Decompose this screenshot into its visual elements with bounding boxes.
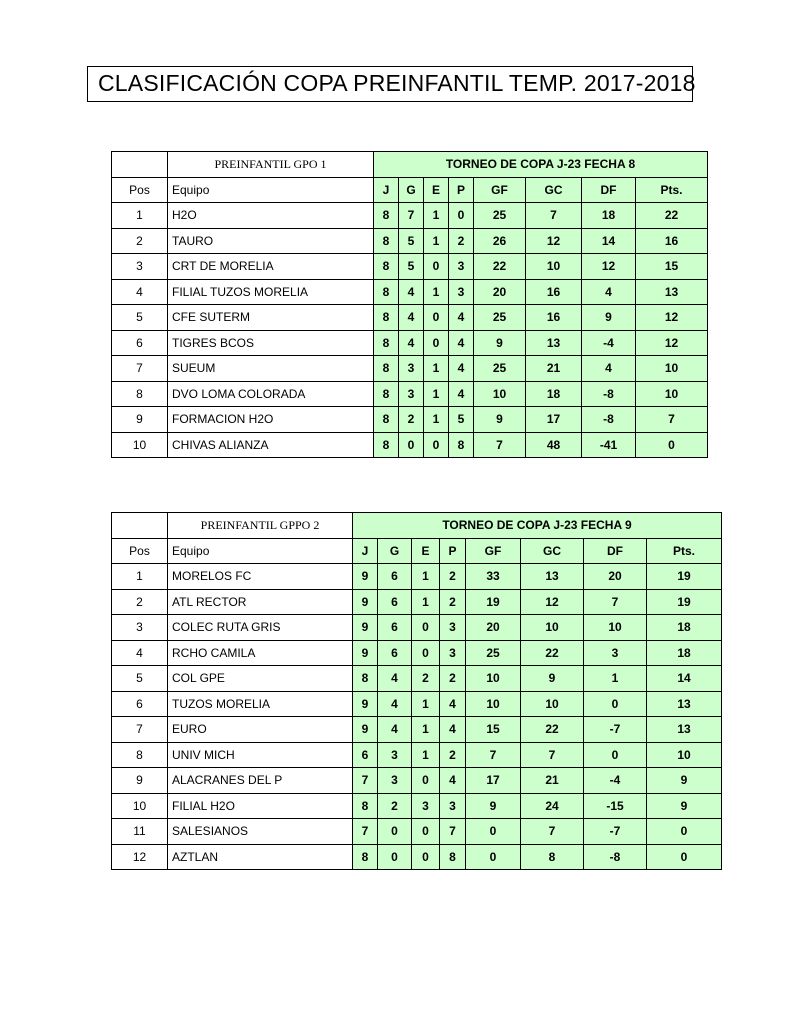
cell-p: 4 bbox=[440, 717, 466, 743]
header-team: Equipo bbox=[168, 177, 374, 203]
cell-gc: 8 bbox=[521, 844, 584, 870]
cell-j: 8 bbox=[374, 407, 399, 433]
cell-team: FORMACION H2O bbox=[168, 407, 374, 433]
table-row bbox=[112, 793, 722, 819]
cell-g: 7 bbox=[399, 203, 424, 229]
table-row bbox=[112, 717, 722, 743]
cell-team: MORELOS FC bbox=[168, 564, 353, 590]
cell-j: 8 bbox=[374, 381, 399, 407]
header-g: G bbox=[378, 538, 412, 564]
cell-gf: 25 bbox=[474, 203, 526, 229]
cell-gf: 20 bbox=[474, 279, 526, 305]
cell-gf: 17 bbox=[466, 768, 521, 794]
cell-gf: 0 bbox=[466, 819, 521, 845]
table-row bbox=[112, 228, 708, 254]
table-row bbox=[112, 356, 708, 382]
header-p: P bbox=[440, 538, 466, 564]
cell-e: 1 bbox=[424, 356, 449, 382]
cell-gf: 20 bbox=[466, 615, 521, 641]
cell-g: 4 bbox=[378, 717, 412, 743]
cell-j: 7 bbox=[353, 768, 378, 794]
cell-gf: 7 bbox=[466, 742, 521, 768]
cell-e: 1 bbox=[424, 279, 449, 305]
cell-p: 2 bbox=[440, 589, 466, 615]
cell-team: FILIAL TUZOS MORELIA bbox=[168, 279, 374, 305]
cell-df: 10 bbox=[584, 615, 647, 641]
cell-gc: 22 bbox=[521, 640, 584, 666]
cell-gc: 16 bbox=[526, 305, 582, 331]
cell-pos: 3 bbox=[112, 254, 168, 280]
table-row bbox=[112, 254, 708, 280]
cell-j: 8 bbox=[353, 666, 378, 692]
cell-gc: 16 bbox=[526, 279, 582, 305]
cell-gf: 22 bbox=[474, 254, 526, 280]
corner-cell bbox=[112, 152, 168, 178]
cell-g: 4 bbox=[399, 279, 424, 305]
cell-pos: 12 bbox=[112, 844, 168, 870]
cell-df: 20 bbox=[584, 564, 647, 590]
cell-df: -7 bbox=[584, 717, 647, 743]
cell-pos: 10 bbox=[112, 793, 168, 819]
cell-j: 8 bbox=[374, 356, 399, 382]
cell-e: 0 bbox=[412, 768, 440, 794]
cell-gc: 9 bbox=[521, 666, 584, 692]
cell-gc: 10 bbox=[521, 691, 584, 717]
cell-df: -4 bbox=[584, 768, 647, 794]
cell-pos: 1 bbox=[112, 203, 168, 229]
cell-p: 7 bbox=[440, 819, 466, 845]
cell-p: 5 bbox=[449, 407, 474, 433]
header-g: G bbox=[399, 177, 424, 203]
cell-pos: 8 bbox=[112, 742, 168, 768]
table-row bbox=[112, 330, 708, 356]
cell-g: 6 bbox=[378, 615, 412, 641]
cell-p: 4 bbox=[449, 305, 474, 331]
cell-team: TUZOS MORELIA bbox=[168, 691, 353, 717]
cell-pos: 3 bbox=[112, 615, 168, 641]
cell-gf: 19 bbox=[466, 589, 521, 615]
cell-pos: 4 bbox=[112, 640, 168, 666]
cell-gc: 18 bbox=[526, 381, 582, 407]
cell-e: 0 bbox=[412, 819, 440, 845]
header-df: DF bbox=[584, 538, 647, 564]
cell-gc: 7 bbox=[521, 819, 584, 845]
table-row bbox=[112, 640, 722, 666]
cell-e: 0 bbox=[424, 432, 449, 458]
cell-p: 3 bbox=[440, 615, 466, 641]
cell-pts: 0 bbox=[636, 432, 708, 458]
cell-gc: 13 bbox=[526, 330, 582, 356]
cell-p: 3 bbox=[449, 254, 474, 280]
cell-pts: 9 bbox=[647, 768, 722, 794]
cell-gc: 10 bbox=[526, 254, 582, 280]
cell-team: CRT DE MORELIA bbox=[168, 254, 374, 280]
cell-pos: 6 bbox=[112, 691, 168, 717]
cell-df: -8 bbox=[584, 844, 647, 870]
cell-team: COL GPE bbox=[168, 666, 353, 692]
cell-gc: 22 bbox=[521, 717, 584, 743]
group-name: PREINFANTIL GPPO 2 bbox=[168, 513, 353, 539]
cell-g: 5 bbox=[399, 228, 424, 254]
cell-j: 9 bbox=[353, 640, 378, 666]
cell-df: 9 bbox=[582, 305, 636, 331]
cell-gc: 10 bbox=[521, 615, 584, 641]
cell-e: 1 bbox=[424, 228, 449, 254]
header-gc: GC bbox=[521, 538, 584, 564]
cell-pos: 7 bbox=[112, 356, 168, 382]
cell-pts: 13 bbox=[647, 717, 722, 743]
cell-pts: 14 bbox=[647, 666, 722, 692]
table-row bbox=[112, 691, 722, 717]
table-row bbox=[112, 819, 722, 845]
cell-gf: 9 bbox=[466, 793, 521, 819]
table-row bbox=[112, 432, 708, 458]
cell-e: 0 bbox=[424, 254, 449, 280]
group-1-table bbox=[111, 151, 708, 458]
cell-p: 3 bbox=[449, 279, 474, 305]
cell-j: 8 bbox=[374, 432, 399, 458]
cell-df: 1 bbox=[584, 666, 647, 692]
cell-j: 9 bbox=[353, 615, 378, 641]
cell-df: 4 bbox=[582, 279, 636, 305]
cell-gf: 26 bbox=[474, 228, 526, 254]
corner-cell bbox=[112, 513, 168, 539]
cell-df: 12 bbox=[582, 254, 636, 280]
title-box bbox=[87, 66, 696, 102]
table-row bbox=[112, 279, 708, 305]
cell-j: 8 bbox=[374, 305, 399, 331]
cell-df: 0 bbox=[584, 742, 647, 768]
cell-p: 3 bbox=[440, 640, 466, 666]
cell-gf: 9 bbox=[474, 407, 526, 433]
cell-df: 7 bbox=[584, 589, 647, 615]
cell-j: 6 bbox=[353, 742, 378, 768]
table-row bbox=[112, 203, 708, 229]
cell-p: 4 bbox=[440, 691, 466, 717]
header-pts: Pts. bbox=[647, 538, 722, 564]
cell-e: 1 bbox=[412, 564, 440, 590]
cell-df: 14 bbox=[582, 228, 636, 254]
cell-gf: 10 bbox=[474, 381, 526, 407]
cell-team: ATL RECTOR bbox=[168, 589, 353, 615]
cell-pts: 10 bbox=[636, 356, 708, 382]
cell-p: 2 bbox=[440, 666, 466, 692]
cell-g: 3 bbox=[378, 768, 412, 794]
cell-gf: 25 bbox=[474, 305, 526, 331]
cell-e: 1 bbox=[412, 589, 440, 615]
cell-team: DVO LOMA COLORADA bbox=[168, 381, 374, 407]
table-row bbox=[112, 742, 722, 768]
cell-pts: 16 bbox=[636, 228, 708, 254]
cell-pts: 12 bbox=[636, 330, 708, 356]
cell-gf: 10 bbox=[466, 691, 521, 717]
cell-e: 1 bbox=[424, 381, 449, 407]
cell-gf: 9 bbox=[474, 330, 526, 356]
cell-gf: 10 bbox=[466, 666, 521, 692]
cell-pos: 2 bbox=[112, 589, 168, 615]
cell-j: 9 bbox=[353, 691, 378, 717]
cell-gf: 33 bbox=[466, 564, 521, 590]
cell-df: -4 bbox=[582, 330, 636, 356]
cell-pos: 10 bbox=[112, 432, 168, 458]
cell-e: 0 bbox=[412, 844, 440, 870]
table-row bbox=[112, 589, 722, 615]
cell-pts: 22 bbox=[636, 203, 708, 229]
cell-g: 6 bbox=[378, 589, 412, 615]
cell-df: 0 bbox=[584, 691, 647, 717]
cell-pts: 19 bbox=[647, 564, 722, 590]
cell-gc: 7 bbox=[526, 203, 582, 229]
cell-team: CHIVAS ALIANZA bbox=[168, 432, 374, 458]
cell-p: 4 bbox=[449, 330, 474, 356]
cell-pts: 10 bbox=[647, 742, 722, 768]
cell-j: 7 bbox=[353, 819, 378, 845]
cell-g: 4 bbox=[378, 691, 412, 717]
group-2-table bbox=[111, 512, 722, 870]
cell-gf: 25 bbox=[474, 356, 526, 382]
cell-j: 9 bbox=[353, 717, 378, 743]
cell-team: UNIV MICH bbox=[168, 742, 353, 768]
cell-team: EURO bbox=[168, 717, 353, 743]
cell-e: 0 bbox=[412, 615, 440, 641]
cell-team: SALESIANOS bbox=[168, 819, 353, 845]
header-pts: Pts. bbox=[636, 177, 708, 203]
cell-pts: 19 bbox=[647, 589, 722, 615]
tournament-title: TORNEO DE COPA J-23 FECHA 9 bbox=[353, 513, 722, 539]
cell-team: RCHO CAMILA bbox=[168, 640, 353, 666]
cell-g: 3 bbox=[399, 356, 424, 382]
cell-gc: 21 bbox=[521, 768, 584, 794]
cell-p: 2 bbox=[440, 742, 466, 768]
cell-pos: 2 bbox=[112, 228, 168, 254]
cell-pts: 0 bbox=[647, 844, 722, 870]
cell-g: 3 bbox=[399, 381, 424, 407]
cell-j: 8 bbox=[374, 228, 399, 254]
cell-team: AZTLAN bbox=[168, 844, 353, 870]
cell-e: 0 bbox=[412, 640, 440, 666]
table-row bbox=[112, 381, 708, 407]
cell-g: 4 bbox=[399, 330, 424, 356]
cell-pos: 8 bbox=[112, 381, 168, 407]
cell-team: ALACRANES DEL P bbox=[168, 768, 353, 794]
cell-p: 2 bbox=[440, 564, 466, 590]
cell-pos: 9 bbox=[112, 407, 168, 433]
cell-p: 4 bbox=[449, 356, 474, 382]
table-row bbox=[112, 407, 708, 433]
group-1-rows bbox=[112, 203, 708, 458]
cell-pts: 15 bbox=[636, 254, 708, 280]
cell-pts: 18 bbox=[647, 615, 722, 641]
cell-team: TAURO bbox=[168, 228, 374, 254]
header-gf: GF bbox=[466, 538, 521, 564]
cell-g: 6 bbox=[378, 564, 412, 590]
cell-gc: 17 bbox=[526, 407, 582, 433]
cell-df: -8 bbox=[582, 381, 636, 407]
cell-e: 1 bbox=[424, 203, 449, 229]
cell-g: 3 bbox=[378, 742, 412, 768]
cell-p: 2 bbox=[449, 228, 474, 254]
cell-gf: 15 bbox=[466, 717, 521, 743]
header-pos: Pos bbox=[112, 538, 168, 564]
cell-pos: 5 bbox=[112, 305, 168, 331]
cell-gc: 24 bbox=[521, 793, 584, 819]
cell-pos: 1 bbox=[112, 564, 168, 590]
tournament-title: TORNEO DE COPA J-23 FECHA 8 bbox=[374, 152, 708, 178]
cell-j: 8 bbox=[353, 793, 378, 819]
cell-gc: 21 bbox=[526, 356, 582, 382]
cell-pts: 0 bbox=[647, 819, 722, 845]
cell-g: 0 bbox=[399, 432, 424, 458]
cell-e: 3 bbox=[412, 793, 440, 819]
header-team: Equipo bbox=[168, 538, 353, 564]
cell-g: 2 bbox=[399, 407, 424, 433]
cell-j: 8 bbox=[374, 254, 399, 280]
page-title: CLASIFICACIÓN COPA PREINFANTIL TEMP. 2017-2018 bbox=[98, 70, 696, 96]
cell-df: 3 bbox=[584, 640, 647, 666]
cell-e: 0 bbox=[424, 330, 449, 356]
cell-pts: 13 bbox=[647, 691, 722, 717]
cell-p: 4 bbox=[440, 768, 466, 794]
cell-e: 1 bbox=[424, 407, 449, 433]
cell-e: 1 bbox=[412, 691, 440, 717]
cell-pos: 7 bbox=[112, 717, 168, 743]
cell-p: 3 bbox=[440, 793, 466, 819]
cell-team: COLEC RUTA GRIS bbox=[168, 615, 353, 641]
cell-e: 2 bbox=[412, 666, 440, 692]
cell-gf: 7 bbox=[474, 432, 526, 458]
cell-pts: 7 bbox=[636, 407, 708, 433]
cell-g: 4 bbox=[378, 666, 412, 692]
cell-df: -7 bbox=[584, 819, 647, 845]
cell-df: 18 bbox=[582, 203, 636, 229]
cell-team: TIGRES BCOS bbox=[168, 330, 374, 356]
cell-pts: 12 bbox=[636, 305, 708, 331]
cell-j: 8 bbox=[353, 844, 378, 870]
cell-df: -41 bbox=[582, 432, 636, 458]
cell-gc: 7 bbox=[521, 742, 584, 768]
cell-team: SUEUM bbox=[168, 356, 374, 382]
header-df: DF bbox=[582, 177, 636, 203]
table-row bbox=[112, 844, 722, 870]
cell-gc: 12 bbox=[526, 228, 582, 254]
cell-g: 2 bbox=[378, 793, 412, 819]
header-gf: GF bbox=[474, 177, 526, 203]
cell-df: 4 bbox=[582, 356, 636, 382]
header-p: P bbox=[449, 177, 474, 203]
cell-pos: 4 bbox=[112, 279, 168, 305]
cell-j: 8 bbox=[374, 203, 399, 229]
header-j: J bbox=[374, 177, 399, 203]
header-e: E bbox=[424, 177, 449, 203]
cell-g: 0 bbox=[378, 844, 412, 870]
cell-df: -8 bbox=[582, 407, 636, 433]
cell-p: 4 bbox=[449, 381, 474, 407]
header-e: E bbox=[412, 538, 440, 564]
cell-e: 0 bbox=[424, 305, 449, 331]
cell-j: 9 bbox=[353, 589, 378, 615]
cell-g: 4 bbox=[399, 305, 424, 331]
cell-pts: 9 bbox=[647, 793, 722, 819]
cell-gf: 25 bbox=[466, 640, 521, 666]
table-row bbox=[112, 666, 722, 692]
table-row bbox=[112, 768, 722, 794]
cell-pos: 6 bbox=[112, 330, 168, 356]
header-pos: Pos bbox=[112, 177, 168, 203]
cell-pos: 5 bbox=[112, 666, 168, 692]
group-name: PREINFANTIL GPO 1 bbox=[168, 152, 374, 178]
cell-team: FILIAL H2O bbox=[168, 793, 353, 819]
group-2-rows bbox=[112, 564, 722, 870]
cell-p: 0 bbox=[449, 203, 474, 229]
cell-pos: 9 bbox=[112, 768, 168, 794]
table-row bbox=[112, 564, 722, 590]
cell-j: 8 bbox=[374, 279, 399, 305]
header-gc: GC bbox=[526, 177, 582, 203]
cell-g: 5 bbox=[399, 254, 424, 280]
cell-p: 8 bbox=[449, 432, 474, 458]
cell-j: 8 bbox=[374, 330, 399, 356]
cell-g: 6 bbox=[378, 640, 412, 666]
cell-gc: 13 bbox=[521, 564, 584, 590]
cell-pts: 13 bbox=[636, 279, 708, 305]
cell-team: H2O bbox=[168, 203, 374, 229]
cell-e: 1 bbox=[412, 742, 440, 768]
cell-pts: 18 bbox=[647, 640, 722, 666]
cell-df: -15 bbox=[584, 793, 647, 819]
cell-pts: 10 bbox=[636, 381, 708, 407]
cell-gf: 0 bbox=[466, 844, 521, 870]
header-j: J bbox=[353, 538, 378, 564]
cell-e: 1 bbox=[412, 717, 440, 743]
cell-p: 8 bbox=[440, 844, 466, 870]
cell-team: CFE SUTERM bbox=[168, 305, 374, 331]
cell-gc: 48 bbox=[526, 432, 582, 458]
cell-pos: 11 bbox=[112, 819, 168, 845]
cell-gc: 12 bbox=[521, 589, 584, 615]
table-row bbox=[112, 615, 722, 641]
cell-g: 0 bbox=[378, 819, 412, 845]
cell-j: 9 bbox=[353, 564, 378, 590]
table-row bbox=[112, 305, 708, 331]
